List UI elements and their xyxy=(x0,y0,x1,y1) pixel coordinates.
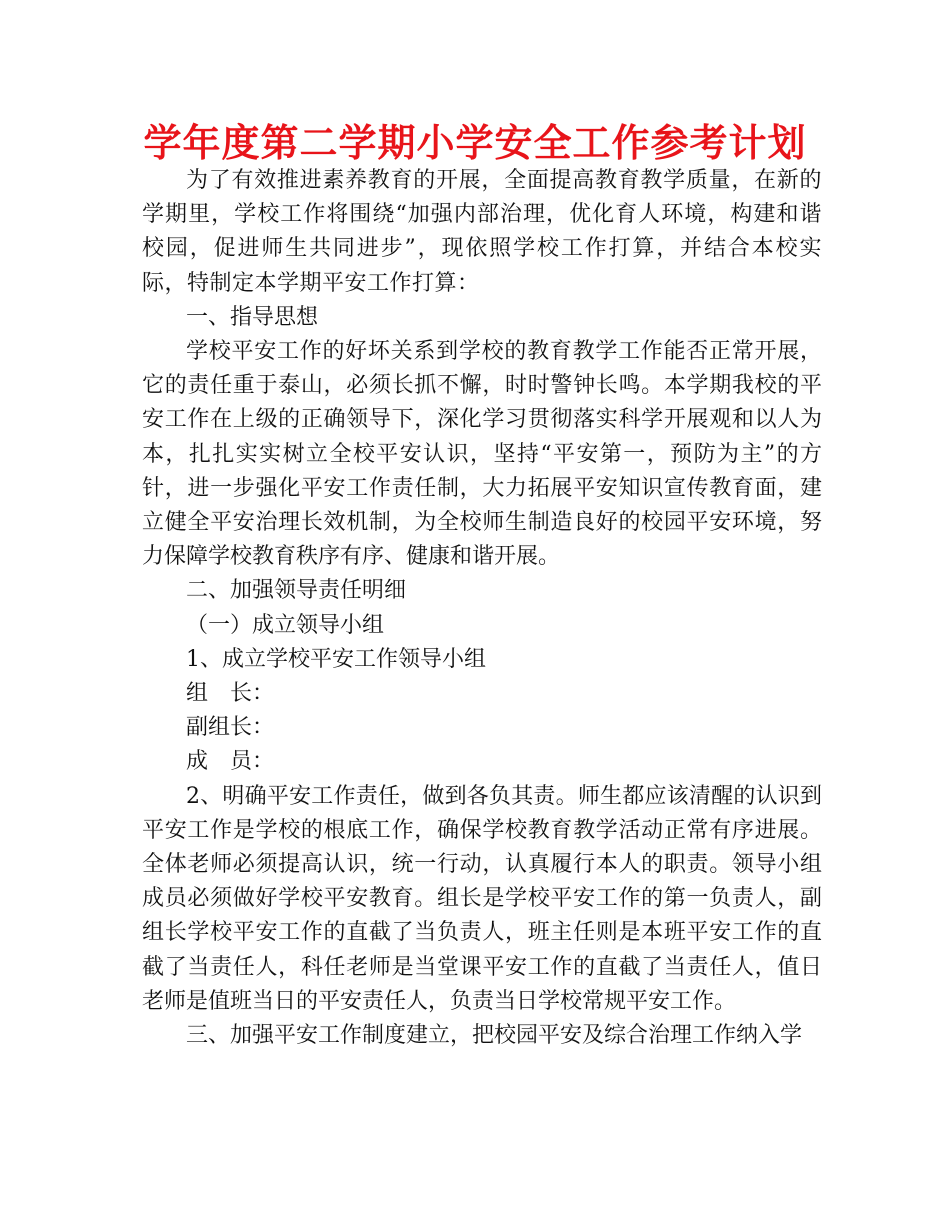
section-heading-leadership: 二、加强领导责任明细 xyxy=(186,578,407,604)
role-leader-label-b: 长： xyxy=(230,681,275,707)
role-leader xyxy=(142,677,822,711)
role-deputy xyxy=(142,711,822,745)
document-title: 学年度第二学期小学安全工作参考计划 xyxy=(143,120,807,165)
role-deputy-label: 副组长： xyxy=(186,715,275,741)
item-establish-group: 1、成立学校平安工作领导小组 xyxy=(186,646,486,672)
role-member xyxy=(142,745,822,779)
intro-paragraph: 为了有效推进素养教育的开展，全面提高教育教学质量，在新的学期里，学校工作将围绕“加强内部治理，优化育人环境，构建和谐校园，促进师生共同进步”，现依照学校工作打算，并结合本校实际，特制定本学期平安工作打算： xyxy=(142,168,822,296)
responsibility-paragraph: 2、明确平安工作责任，做到各负其责。师生都应该清醒的认识到平安工作是学校的根底工作，确保学校教育教学活动正常有序进展。全体老师必须提高认识，统一行动，认真履行本人的职责。领导小组成员必须做好学校平安教育。组长是学校平安工作的第一负责人，副组长学校平安工作的直截了当负责人，班主任则是本班平安工作的直截了当责任人，科任老师是当堂课平安工作的直截了当责任人，值日老师是值班当日的平安责任人，负责当日学校常规平安工作。 xyxy=(142,783,822,1014)
subsection-heading-leading-group: （一）成立领导小组 xyxy=(186,612,385,638)
guiding-ideology-paragraph: 学校平安工作的好坏关系到学校的教育教学工作能否正常开展，它的责任重于泰山，必须长抓不懈，时时警钟长鸣。本学期我校的平安工作在上级的正确领导下，深化学习贯彻落实科学开展观和以人为本，扎扎实实树立全校平安认识，坚持“平安第一，预防为主”的方针，进一步强化平安工作责任制，大力拓展平安知识宣传教育面，建立健全平安治理长效机制，为全校师生制造良好的校园平安环境，努力保障学校教育秩序有序、健康和谐开展。 xyxy=(142,339,822,570)
role-member-label-b: 员： xyxy=(230,749,275,775)
document-body xyxy=(142,164,822,1053)
section-heading-system-building: 三、加强平安工作制度建立，把校园平安及综合治理工作纳入学 xyxy=(186,1023,803,1049)
section-heading-guiding-ideology: 一、指导思想 xyxy=(186,304,319,330)
role-leader-label-a: 组 xyxy=(186,681,209,707)
role-member-label-a: 成 xyxy=(186,749,209,775)
